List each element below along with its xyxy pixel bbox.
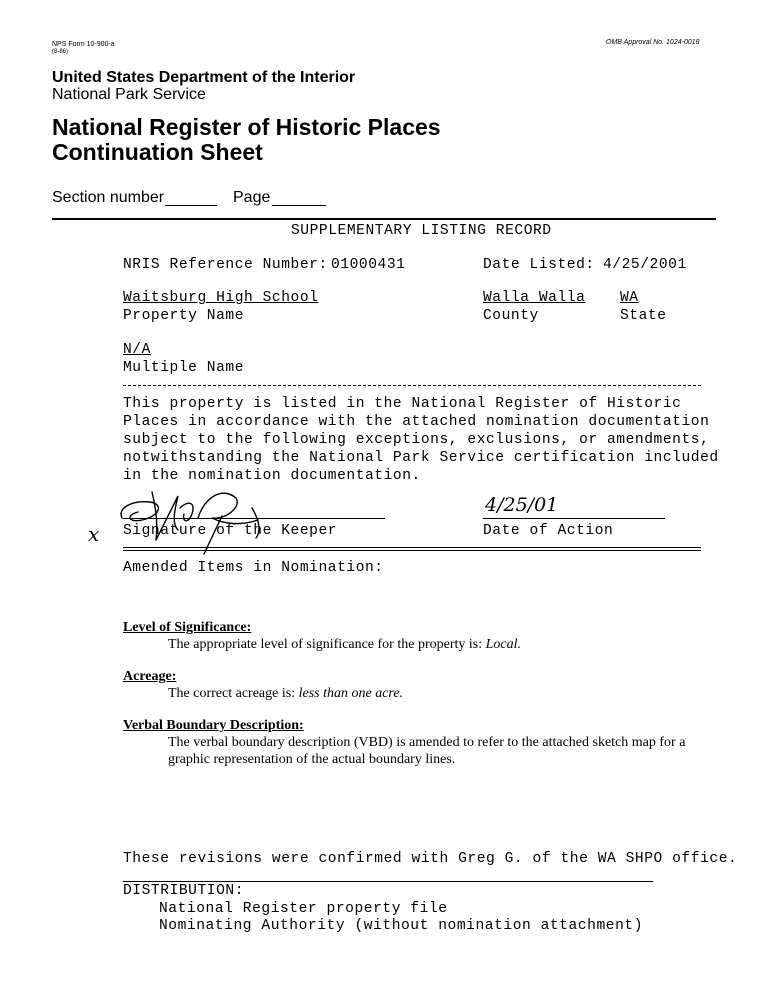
amendment-text-acreage	[168, 686, 403, 702]
distribution-item: Nominating Authority (without nomination attachment)	[159, 918, 643, 934]
significance-text: The appropriate level of significance for the property is:	[168, 637, 486, 652]
distribution-item: National Register property file	[159, 901, 448, 917]
agency-name: National Park Service	[52, 86, 206, 103]
double-divider	[123, 547, 701, 551]
amendment-heading-boundary: Verbal Boundary Description:	[123, 718, 304, 733]
property-name-label: Property Name	[123, 308, 244, 324]
date-listed-value: 4/25/2001	[603, 257, 687, 273]
section-number-label: Section number	[52, 189, 165, 206]
action-date-handwritten: 4/25/01	[485, 494, 559, 516]
page-number-blank	[272, 205, 326, 206]
date-listed-label: Date Listed:	[483, 257, 595, 273]
form-number: NPS Form 10-900-a	[52, 41, 115, 48]
page-label: Page	[233, 189, 271, 206]
county-value: Walla Walla	[483, 290, 586, 306]
multiple-name-label: Multiple Name	[123, 360, 244, 376]
section-number-blank	[165, 205, 217, 206]
signature-label: Signature of the Keeper	[123, 523, 338, 539]
confirmation-note: These revisions were confirmed with Greg G. of the WA SHPO office.	[123, 851, 738, 867]
county-label: County	[483, 308, 539, 324]
nris-label: NRIS Reference Number:	[123, 257, 328, 273]
acreage-text: The correct acreage is:	[168, 686, 299, 701]
page-subtitle: Continuation Sheet	[52, 139, 263, 165]
amendment-heading-acreage: Acreage:	[123, 669, 177, 684]
record-heading: SUPPLEMENTARY LISTING RECORD	[291, 223, 552, 239]
amendment-heading-significance: Level of Significance:	[123, 620, 252, 635]
statement-line-3: subject to the following exceptions, exclusions, or amendments,	[123, 432, 710, 448]
multiple-name-value: N/A	[123, 342, 151, 358]
amendment-text-boundary-2: graphic representation of the actual boundary lines.	[168, 752, 456, 767]
property-name: Waitsburg High School	[123, 290, 319, 306]
acreage-value: less than one acre.	[298, 686, 404, 701]
distribution-divider	[123, 881, 653, 882]
nris-value: 01000431	[331, 257, 406, 273]
signature-line	[123, 518, 385, 519]
date-of-action-line	[483, 518, 665, 519]
dashed-divider	[123, 385, 701, 386]
header-divider	[52, 218, 716, 220]
statement-line-5: in the nomination documentation.	[123, 468, 421, 484]
signature-mark: x	[88, 522, 100, 546]
statement-line-1: This property is listed in the National Register of Historic	[123, 396, 682, 412]
amended-items-label: Amended Items in Nomination:	[123, 560, 384, 576]
state-label: State	[620, 308, 667, 324]
amendment-text-boundary-1: The verbal boundary description (VBD) is amended to refer to the attached sketch map for a	[168, 735, 686, 750]
form-revision: (8-86)	[52, 49, 69, 55]
amendment-text-significance	[168, 637, 521, 653]
statement-line-4: notwithstanding the National Park Service certification included	[123, 450, 719, 466]
state-value: WA	[620, 290, 639, 306]
page-title: National Register of Historic Places	[52, 114, 441, 140]
date-of-action-label: Date of Action	[483, 523, 614, 539]
statement-line-2: Places in accordance with the attached nomination documentation	[123, 414, 710, 430]
distribution-label: DISTRIBUTION:	[123, 883, 244, 899]
omb-approval: OMB Approval No. 1024-0018	[606, 39, 700, 46]
significance-value: Local.	[485, 637, 521, 652]
department-name: United States Department of the Interior	[52, 69, 356, 86]
